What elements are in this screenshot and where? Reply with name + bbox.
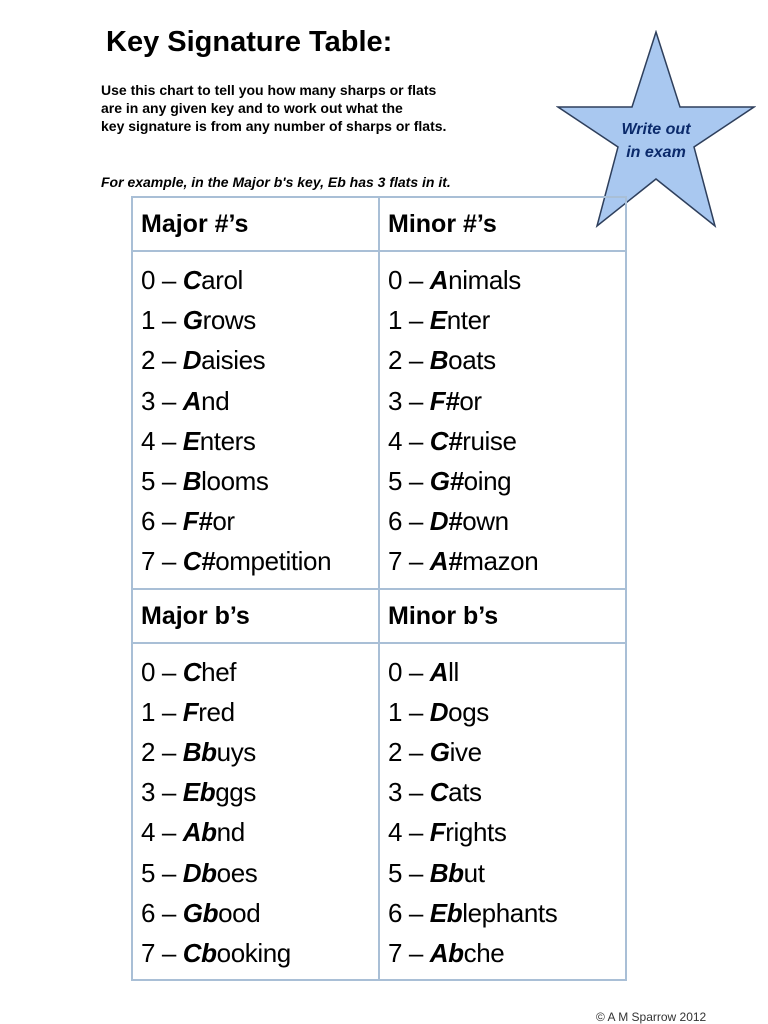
entry-num: 6 – (141, 506, 183, 537)
list-item (141, 853, 378, 893)
entry-bold: Eb (182, 777, 216, 808)
list-item (388, 501, 625, 541)
entry-bold: Bb (429, 857, 464, 888)
entry-bold: Db (182, 857, 217, 888)
copyright-text: © A M Sparrow 2012 (596, 1010, 707, 1024)
entry-bold: A# (429, 546, 463, 577)
entry-rest: ooking (216, 938, 291, 969)
list-item (141, 300, 378, 340)
entry-bold: B (182, 466, 202, 497)
entry-rest: che (463, 938, 505, 969)
entry-num: 4 – (388, 425, 430, 456)
entry-bold: D (182, 345, 202, 376)
entry-num: 2 – (388, 737, 430, 768)
example-text: For example, in the Major b's key, Eb has 3 flats in it. (101, 174, 451, 190)
table-row (132, 643, 626, 981)
entry-rest: nimals (448, 265, 521, 295)
entry-rest: rows (202, 305, 256, 336)
entry-bold: C# (182, 546, 216, 577)
entry-num: 4 – (141, 425, 183, 456)
entry-bold: B (429, 345, 449, 376)
entry-bold: Bb (182, 737, 217, 768)
entry-num: 6 – (388, 506, 430, 537)
list-item (141, 692, 378, 732)
entry-num: 2 – (141, 737, 183, 768)
entry-num: 0 – (141, 265, 183, 295)
entry-rest: mazon (462, 546, 539, 577)
list-item (388, 381, 625, 421)
entry-rest: or (212, 506, 235, 537)
entry-bold: Cb (182, 938, 217, 969)
entry-rest: red (198, 696, 235, 727)
entry-rest: ggs (215, 777, 256, 808)
entry-rest: oing (463, 466, 512, 497)
entry-bold: C (182, 265, 202, 295)
entry-rest: hef (201, 656, 237, 687)
entry-num: 3 – (388, 777, 430, 808)
entry-num: 4 – (141, 817, 183, 848)
entry-num: 2 – (141, 345, 183, 376)
list-item (141, 421, 378, 461)
entry-bold: Gb (182, 897, 219, 928)
list-item (141, 652, 378, 692)
list-item (141, 381, 378, 421)
entry-bold: Ab (429, 938, 464, 969)
list-item (141, 933, 378, 973)
entry-rest: ompetition (215, 546, 332, 577)
intro-text (101, 81, 531, 135)
table-header-row (132, 197, 626, 251)
list-item (388, 812, 625, 852)
entry-rest: ut (463, 857, 485, 888)
table-row (132, 251, 626, 589)
entry-bold: F (429, 817, 446, 848)
entry-num: 1 – (388, 305, 430, 336)
entry-bold: Eb (429, 897, 463, 928)
entry-bold: A (429, 265, 449, 295)
entry-num: 0 – (388, 656, 430, 687)
major-flats-heading: Major b’s (132, 589, 379, 643)
entry-bold: E (182, 425, 200, 456)
entry-num: 3 – (388, 385, 430, 416)
list-item (141, 260, 378, 300)
list-item (388, 340, 625, 380)
entry-num: 6 – (388, 897, 430, 928)
list-item (388, 772, 625, 812)
minor-sharps-list (379, 251, 626, 589)
entry-num: 1 – (141, 305, 183, 336)
entry-num: 1 – (388, 696, 430, 727)
entry-bold: E (429, 305, 447, 336)
entry-rest: ruise (462, 425, 517, 456)
minor-flats-list (379, 643, 626, 981)
entry-num: 5 – (388, 857, 430, 888)
entry-num: 0 – (141, 656, 183, 687)
major-sharps-heading: Major #’s (132, 197, 379, 251)
entry-rest: or (459, 385, 482, 416)
entry-num: 3 – (141, 385, 183, 416)
list-item (388, 260, 625, 300)
entry-num: 2 – (388, 345, 430, 376)
entry-bold: C (182, 656, 202, 687)
entry-bold: F# (182, 506, 213, 537)
entry-rest: uys (216, 737, 256, 768)
entry-num: 3 – (141, 777, 183, 808)
minor-flats-heading: Minor b’s (379, 589, 626, 643)
entry-rest: nd (216, 817, 245, 848)
entry-num: 7 – (388, 938, 430, 969)
entry-rest: ive (449, 737, 482, 768)
star-label-line: Write out (621, 121, 691, 138)
list-item (388, 853, 625, 893)
entry-rest: nters (199, 425, 256, 456)
entry-rest: own (462, 506, 509, 537)
entry-bold: G (182, 305, 203, 336)
star-label-line: in exam (626, 144, 686, 161)
entry-num: 0 – (388, 265, 430, 295)
entry-rest: arol (201, 265, 243, 295)
entry-bold: A (182, 385, 202, 416)
entry-rest: lephants (462, 897, 558, 928)
entry-rest: aisies (201, 345, 266, 376)
list-item (388, 541, 625, 581)
list-item (388, 893, 625, 933)
entry-bold: A (429, 656, 449, 687)
intro-line: Use this chart to tell you how many sharps or flats (101, 82, 437, 98)
list-item (141, 340, 378, 380)
entry-rest: ogs (448, 696, 489, 727)
list-item (388, 461, 625, 501)
entry-bold: G (429, 737, 450, 768)
list-item (388, 421, 625, 461)
entry-rest: nd (201, 385, 230, 416)
entry-num: 5 – (388, 466, 430, 497)
entry-bold: D (429, 696, 449, 727)
list-item (388, 732, 625, 772)
list-item (388, 692, 625, 732)
entry-rest: ll (448, 656, 459, 687)
entry-num: 7 – (388, 546, 430, 577)
page-title: Key Signature Table: (106, 26, 393, 58)
entry-bold: D# (429, 506, 463, 537)
intro-line: key signature is from any number of sharps or flats. (101, 118, 447, 134)
entry-num: 4 – (388, 817, 430, 848)
entry-num: 5 – (141, 857, 183, 888)
entry-bold: F# (429, 385, 460, 416)
major-flats-list (132, 643, 379, 981)
list-item (141, 461, 378, 501)
entry-num: 6 – (141, 897, 183, 928)
entry-rest: nter (446, 305, 490, 336)
major-sharps-list (132, 251, 379, 589)
entry-rest: oes (216, 857, 258, 888)
list-item (141, 541, 378, 581)
entry-rest: oats (448, 345, 496, 376)
entry-num: 5 – (141, 466, 183, 497)
entry-num: 1 – (141, 696, 183, 727)
list-item (388, 652, 625, 692)
table-header-row (132, 589, 626, 643)
entry-num: 7 – (141, 938, 183, 969)
entry-bold: C (429, 777, 449, 808)
star-label (600, 118, 712, 164)
entry-bold: C# (429, 425, 463, 456)
list-item (388, 300, 625, 340)
minor-sharps-heading: Minor #’s (379, 197, 626, 251)
key-signature-table (131, 196, 627, 981)
entry-rest: ood (218, 897, 261, 928)
entry-bold: G# (429, 466, 464, 497)
entry-rest: rights (445, 817, 507, 848)
entry-bold: Ab (182, 817, 217, 848)
intro-line: are in any given key and to work out what the (101, 100, 403, 116)
list-item (141, 893, 378, 933)
entry-rest: looms (201, 466, 269, 497)
entry-rest: ats (448, 777, 482, 808)
list-item (141, 732, 378, 772)
list-item (141, 772, 378, 812)
list-item (141, 812, 378, 852)
entry-bold: F (182, 696, 199, 727)
entry-num: 7 – (141, 546, 183, 577)
list-item (141, 501, 378, 541)
list-item (388, 933, 625, 973)
